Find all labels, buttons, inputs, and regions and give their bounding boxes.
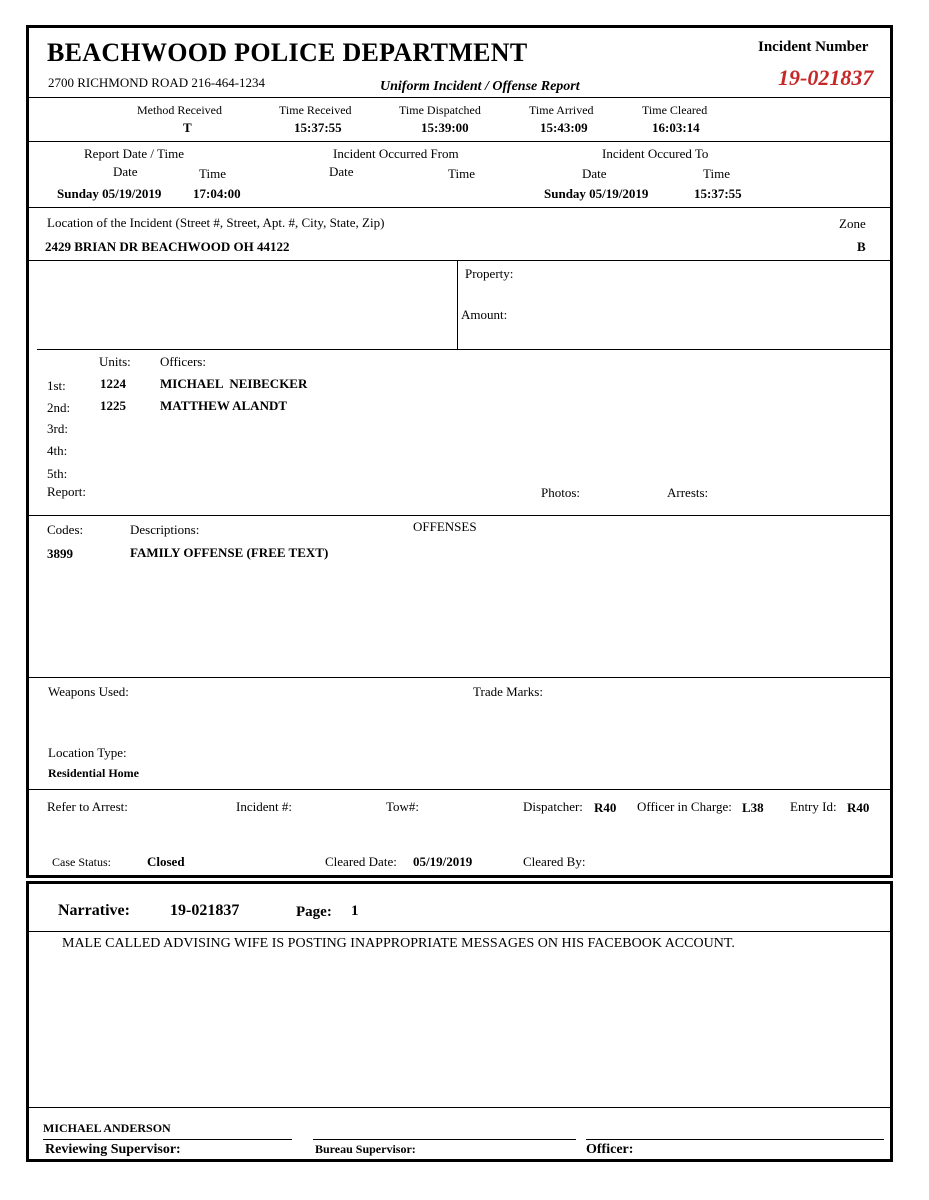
time-cleared-label: Time Cleared [642, 103, 708, 117]
unit-ordinal: 3rd: [47, 421, 68, 436]
codes-label: Codes: [47, 522, 84, 537]
time-dispatched-label: Time Dispatched [399, 103, 481, 117]
divider [29, 677, 890, 678]
occurred-from-label: Incident Occurred From [333, 146, 459, 161]
offense-code: 3899 [47, 546, 73, 561]
location-label: Location of the Incident (Street #, Street, Apt. #, City, State, Zip) [47, 215, 385, 230]
amount-label: Amount: [461, 307, 508, 322]
trade-marks-label: Trade Marks: [473, 684, 543, 699]
report-time-label: Time [199, 166, 226, 181]
incident-number-label: Incident Number [758, 39, 869, 55]
divider [29, 207, 890, 208]
time-arrived-value: 15:43:09 [540, 120, 588, 135]
report-date-time-label: Report Date / Time [84, 146, 185, 161]
report-time-value: 17:04:00 [193, 186, 241, 201]
entry-id-label: Entry Id: [790, 799, 837, 814]
bureau-signature-line [313, 1139, 576, 1140]
offenses-title: OFFENSES [413, 519, 477, 534]
page-label: Page: [296, 904, 332, 920]
unit-ordinal: 5th: [47, 466, 68, 481]
unit-ordinal: 2nd: [47, 400, 71, 415]
photos-label: Photos: [541, 485, 581, 500]
officer-name: MATTHEW ALANDT [160, 398, 288, 413]
time-received-value: 15:37:55 [294, 120, 342, 135]
property-divider [457, 260, 458, 349]
reviewing-signature-line [43, 1139, 292, 1140]
location-type-value: Residential Home [48, 766, 139, 780]
time-arrived-label: Time Arrived [529, 103, 594, 117]
narrative-number: 19-021837 [170, 902, 240, 919]
divider [29, 97, 890, 98]
divider [29, 931, 890, 932]
from-date-label: Date [329, 164, 354, 179]
to-date-value: Sunday 05/19/2019 [544, 186, 649, 201]
case-status-value: Closed [147, 854, 185, 869]
incident-ref-label: Incident #: [236, 799, 292, 814]
officer-in-charge-label: Officer in Charge: [637, 799, 732, 814]
officers-label: Officers: [160, 354, 206, 369]
zone-value: B [857, 239, 866, 254]
narrative-text: MALE CALLED ADVISING WIFE IS POSTING INAPPROPRIATE MESSAGES ON HIS FACEBOOK ACCOUNT. [62, 936, 735, 951]
to-time-label: Time [703, 166, 730, 181]
officer-in-charge-value: L38 [742, 800, 764, 815]
supervisor-name: MICHAEL ANDERSON [43, 1121, 171, 1135]
units-label: Units: [99, 354, 131, 369]
dispatcher-label: Dispatcher: [523, 799, 583, 814]
dispatcher-value: R40 [594, 800, 617, 815]
report-date-label: Date [113, 164, 138, 179]
cleared-date-value: 05/19/2019 [413, 854, 473, 869]
divider [29, 789, 890, 790]
location-type-label: Location Type: [48, 745, 127, 760]
tow-label: Tow#: [386, 799, 420, 814]
time-dispatched-value: 15:39:00 [421, 120, 469, 135]
time-cleared-value: 16:03:14 [652, 120, 700, 135]
bureau-supervisor-label: Bureau Supervisor: [315, 1142, 416, 1156]
report-label: Report: [47, 484, 86, 499]
entry-id-value: R40 [847, 800, 870, 815]
narrative-frame [26, 881, 893, 1162]
unit-ordinal: 4th: [47, 443, 68, 458]
to-time-value: 15:37:55 [694, 186, 742, 201]
reviewing-supervisor-label: Reviewing Supervisor: [45, 1142, 181, 1157]
method-received-value: T [183, 120, 192, 135]
narrative-label: Narrative: [58, 902, 130, 919]
unit-number: 1224 [100, 376, 126, 391]
cleared-by-label: Cleared By: [523, 854, 586, 869]
unit-ordinal: 1st: [47, 378, 66, 393]
descriptions-label: Descriptions: [130, 522, 200, 537]
officer-signature-label: Officer: [586, 1142, 634, 1157]
occurred-to-label: Incident Occured To [602, 146, 709, 161]
divider [29, 515, 890, 516]
refer-to-arrest-label: Refer to Arrest: [47, 799, 128, 814]
officer-name: MICHAEL NEIBECKER [160, 376, 308, 391]
divider [37, 349, 890, 350]
report-title: Uniform Incident / Offense Report [380, 79, 580, 94]
property-label: Property: [465, 266, 514, 281]
to-date-label: Date [582, 166, 607, 181]
arrests-label: Arrests: [667, 485, 709, 500]
from-time-label: Time [448, 166, 475, 181]
case-status-label: Case Status: [52, 855, 111, 869]
unit-number: 1225 [100, 398, 126, 413]
divider [29, 260, 890, 261]
method-received-label: Method Received [137, 103, 222, 117]
officer-signature-line [586, 1139, 884, 1140]
divider [29, 141, 890, 142]
time-received-label: Time Received [279, 103, 352, 117]
location-value: 2429 BRIAN DR BEACHWOOD OH 44122 [45, 239, 290, 254]
department-address: 2700 RICHMOND ROAD 216-464-1234 [48, 75, 266, 90]
offense-description: FAMILY OFFENSE (FREE TEXT) [130, 545, 329, 560]
divider [29, 1107, 890, 1108]
department-name: BEACHWOOD POLICE DEPARTMENT [47, 38, 528, 67]
report-date-value: Sunday 05/19/2019 [57, 186, 162, 201]
weapons-label: Weapons Used: [48, 684, 129, 699]
incident-number: 19-021837 [778, 65, 874, 90]
zone-label: Zone [839, 216, 866, 231]
cleared-date-label: Cleared Date: [325, 854, 397, 869]
page-number: 1 [351, 903, 359, 919]
